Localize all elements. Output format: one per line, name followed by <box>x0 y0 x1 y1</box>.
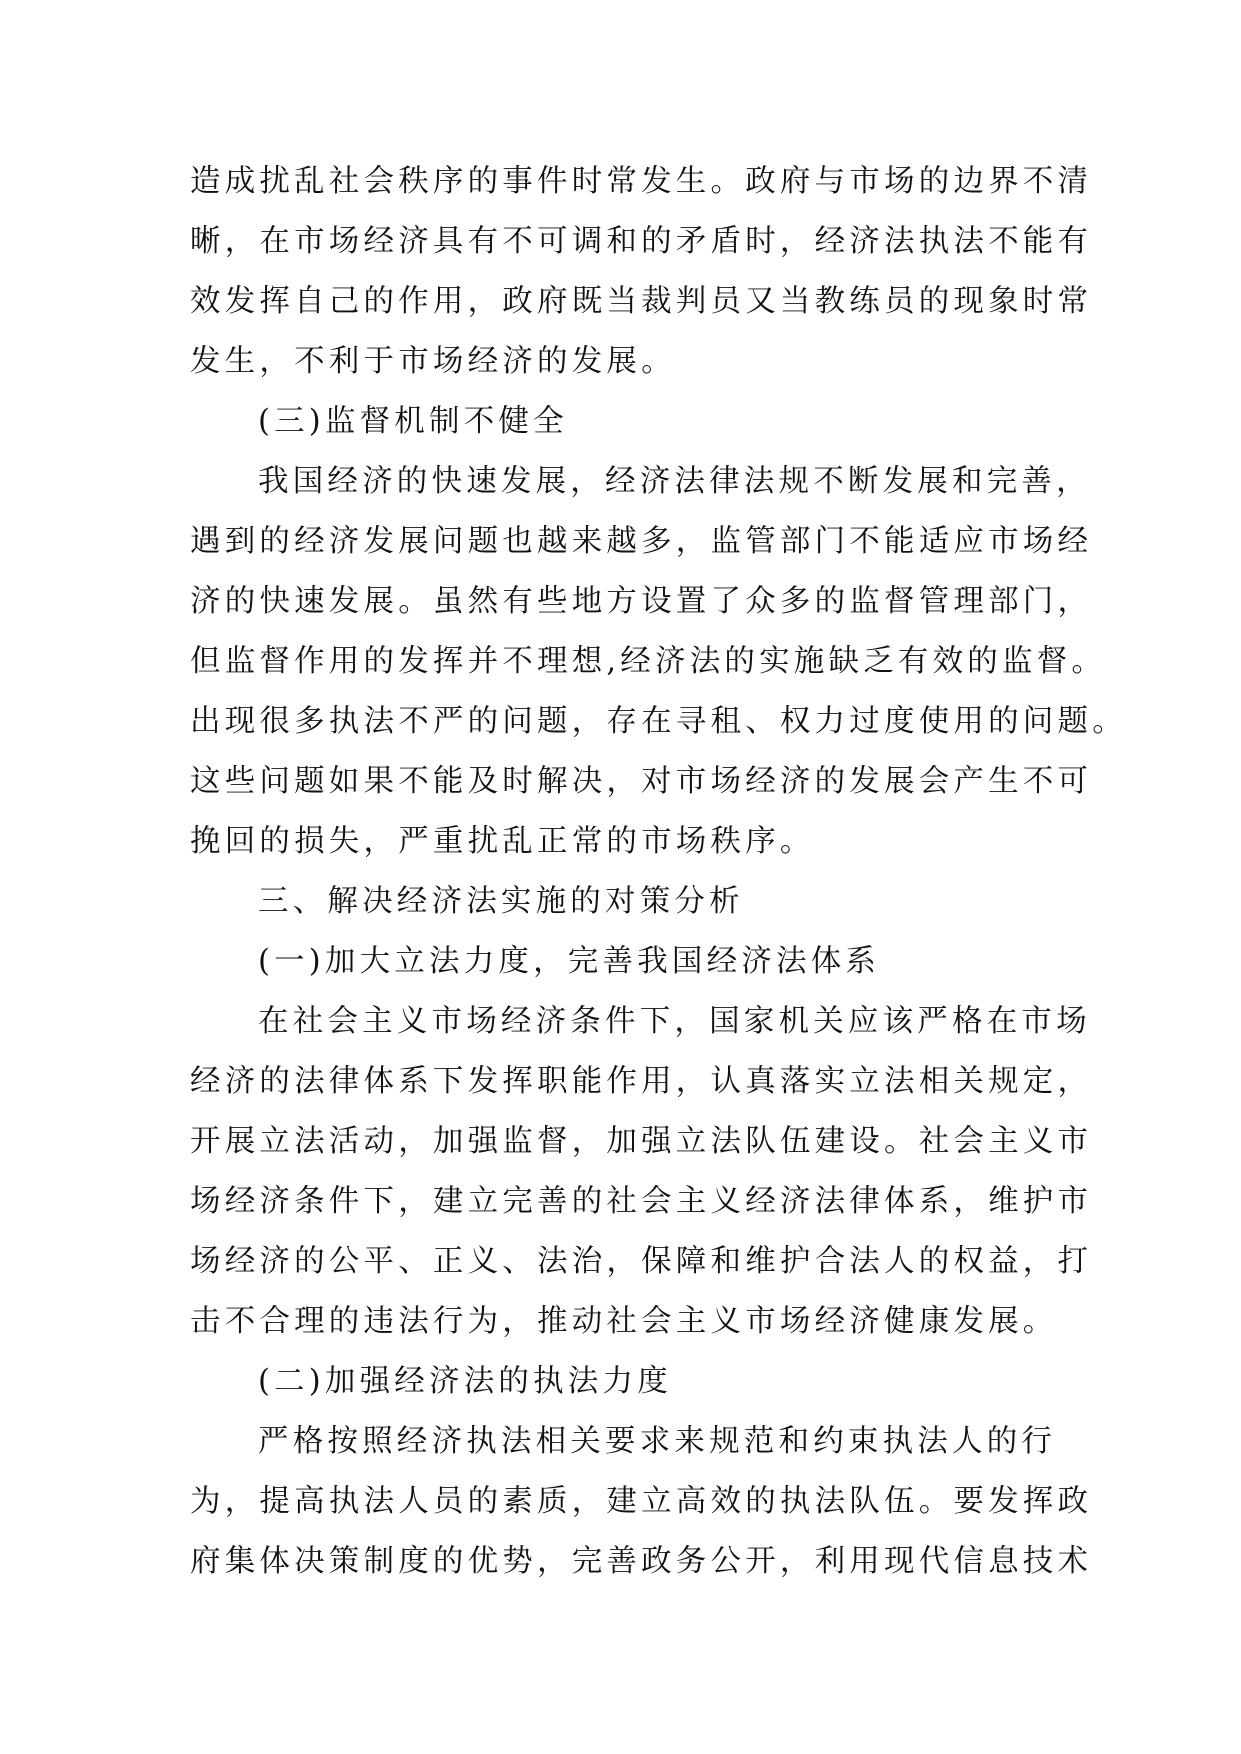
paragraph-start: 我国经济的快速发展，经济法律法规不断发展和完善， <box>258 464 1091 499</box>
chapter-heading: 三、解决经济法实施的对策分析 <box>258 884 744 919</box>
text-line: 这些问题如果不能及时解决，对市场经济的发展会产生不可 <box>190 764 1093 799</box>
text-line: 开展立法活动，加强监督，加强立法队伍建设。社会主义市 <box>190 1124 1093 1159</box>
text-line: 为，提高执法人员的素质，建立高效的执法队伍。要发挥政 <box>190 1484 1093 1519</box>
text-line: 晰，在市场经济具有不可调和的矛盾时，经济法执法不能有 <box>190 224 1093 259</box>
section-heading: (二)加强经济法的执法力度 <box>258 1364 672 1399</box>
text-line: 经济的法律体系下发挥职能作用，认真落实立法相关规定， <box>190 1064 1093 1099</box>
text-line: 挽回的损失，严重扰乱正常的市场秩序。 <box>190 824 815 859</box>
body-text <box>190 152 1127 1592</box>
text-line: 场经济的公平、正义、法治，保障和维护合法人的权益，打 <box>190 1244 1093 1279</box>
text-line: 出现很多执法不严的问题，存在寻租、权力过度使用的问题。 <box>190 704 1127 739</box>
text-line: 府集体决策制度的优势，完善政务公开，利用现代信息技术 <box>190 1544 1093 1579</box>
text-line: 济的快速发展。虽然有些地方设置了众多的监督管理部门， <box>190 584 1093 619</box>
paragraph-start: 在社会主义市场经济条件下，国家机关应该严格在市场 <box>258 1004 1091 1039</box>
paragraph-start: 严格按照经济执法相关要求来规范和约束执法人的行 <box>258 1424 1057 1459</box>
text-line: 遇到的经济发展问题也越来越多，监管部门不能适应市场经 <box>190 524 1093 559</box>
section-heading: (三)监督机制不健全 <box>258 404 568 439</box>
text-line: 但监督作用的发挥并不理想,经济法的实施缺乏有效的监督。 <box>190 644 1107 679</box>
text-line: 效发挥自己的作用，政府既当裁判员又当教练员的现象时常 <box>190 284 1093 319</box>
text-line: 场经济条件下，建立完善的社会主义经济法律体系，维护市 <box>190 1184 1093 1219</box>
text-line: 击不合理的违法行为，推动社会主义市场经济健康发展。 <box>190 1304 1058 1339</box>
text-line: 造成扰乱社会秩序的事件时常发生。政府与市场的边界不清 <box>190 164 1093 199</box>
section-heading: (一)加大立法力度，完善我国经济法体系 <box>258 944 881 979</box>
text-line: 发生，不利于市场经济的发展。 <box>190 344 676 379</box>
